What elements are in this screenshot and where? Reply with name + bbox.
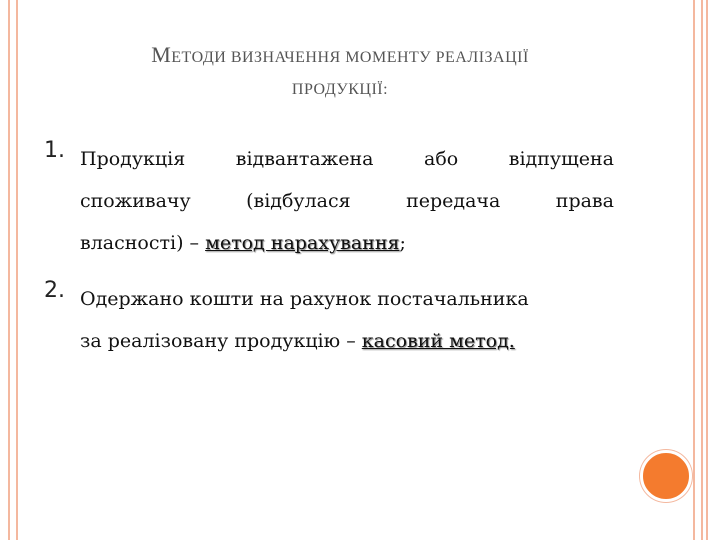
title-first-letter: М — [151, 42, 172, 67]
right-frame-decoration — [693, 0, 703, 540]
word: відвантажена — [235, 148, 374, 170]
word: (відбулася — [246, 190, 351, 212]
list-item-2 — [44, 278, 614, 362]
item1-line2 — [80, 180, 614, 222]
word: відпущена — [508, 148, 614, 170]
left-frame-decoration — [8, 0, 18, 540]
word: або — [424, 148, 459, 170]
word: права — [555, 190, 614, 212]
list-item-1 — [44, 138, 614, 264]
list-number-1: 1. — [44, 138, 65, 163]
item2-prefix: за реалізовану продукцію – — [80, 330, 362, 352]
item1-suffix: ; — [399, 232, 406, 254]
numbered-list — [44, 138, 614, 362]
word: передача — [406, 190, 501, 212]
word: споживачу — [80, 190, 191, 212]
right-frame-outer-line — [706, 0, 708, 540]
item1-prefix: власності) – — [80, 232, 206, 254]
slide-title — [40, 38, 640, 105]
item2-line2 — [80, 320, 614, 362]
item1-line1 — [80, 138, 614, 180]
list-number-2: 2. — [44, 278, 65, 303]
accrual-method-link[interactable]: метод нарахування — [205, 232, 400, 254]
item1-line3 — [80, 222, 614, 264]
word: Продукція — [80, 148, 186, 170]
orange-circle-decoration — [640, 450, 692, 502]
cash-method-link[interactable]: касовий метод. — [361, 330, 515, 352]
title-line2: ПРОДУКЦІЇ: — [291, 81, 389, 98]
item2-line1: Одержано кошти на рахунок постачальника — [80, 288, 529, 310]
title-line1: ЕТОДИ ВИЗНАЧЕННЯ МОМЕНТУ РЕАЛІЗАЦІЇ — [171, 49, 529, 66]
